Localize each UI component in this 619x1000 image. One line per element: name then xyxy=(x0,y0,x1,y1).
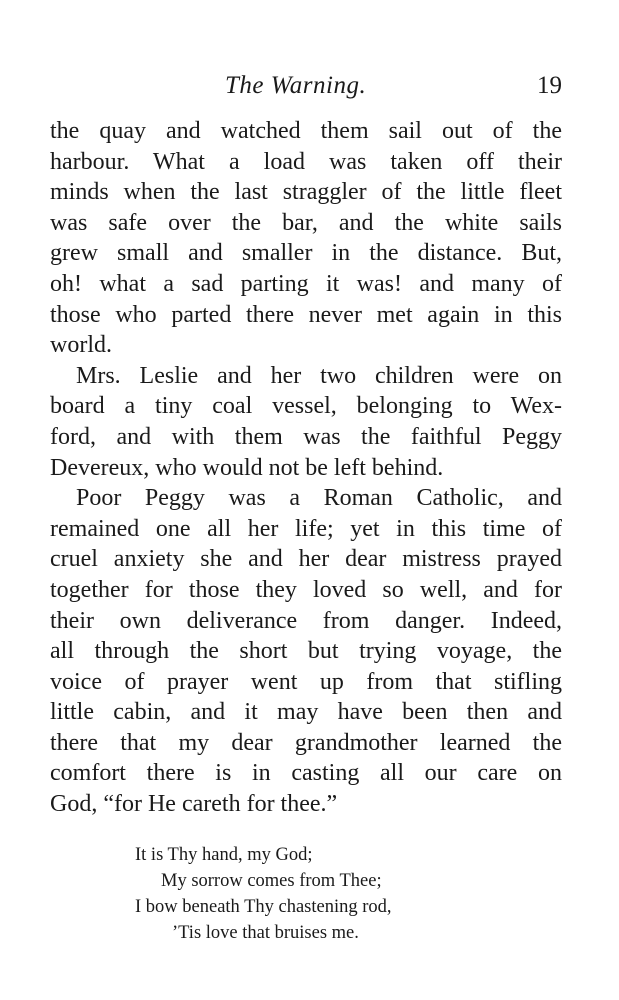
text-line: cruel anxiety she and her dear mistress prayed xyxy=(50,546,562,573)
text-line: little cabin, and it may have been then and xyxy=(50,699,562,726)
verse-line: It is Thy hand, my God; xyxy=(135,844,313,865)
page-number: 19 xyxy=(537,72,562,99)
verse-line: ’Tis love that bruises me. xyxy=(172,922,359,943)
text-line: harbour. What a load was taken off their xyxy=(50,148,562,175)
text-line: comfort there is in casting all our care on xyxy=(50,760,562,787)
text-line: remained one all her life; yet in this time of xyxy=(50,515,562,542)
text-line: all through the short but trying voyage, the xyxy=(50,638,562,665)
text-line: board a tiny coal vessel, belonging to Wex- xyxy=(50,393,562,420)
text-line: was safe over the bar, and the white sails xyxy=(50,209,562,236)
text-line: world. xyxy=(50,332,112,359)
paragraph-3 xyxy=(50,483,562,820)
text-line: God, “for He careth for thee.” xyxy=(50,791,338,818)
text-line: ford, and with them was the faithful Peggy xyxy=(50,423,562,450)
paragraph-1 xyxy=(50,116,562,361)
text-line: the quay and watched them sail out of the xyxy=(50,118,562,144)
running-title: The Warning. xyxy=(225,72,367,99)
verse-line: My sorrow comes from Thee; xyxy=(161,870,382,891)
text-line: minds when the last straggler of the little fleet xyxy=(50,179,562,206)
text-line: voice of prayer went up from that stifling xyxy=(50,668,562,695)
text-line: those who parted there never met again in this xyxy=(50,301,562,328)
text-line: Devereux, who would not be left behind. xyxy=(50,454,444,481)
text-line: there that my dear grandmother learned the xyxy=(50,729,562,756)
book-page xyxy=(50,72,562,946)
verse-stanza xyxy=(135,842,562,946)
text-line: oh! what a sad parting it was! and many of xyxy=(50,270,562,297)
text-line: Mrs. Leslie and her two children were on xyxy=(76,362,562,389)
text-line: their own deliverance from danger. Indeed, xyxy=(50,607,562,634)
paragraph-2 xyxy=(50,361,562,483)
body-text xyxy=(50,116,562,820)
running-head xyxy=(50,72,562,112)
text-line: Poor Peggy was a Roman Catholic, and xyxy=(76,485,562,512)
verse-line: I bow beneath Thy chastening rod, xyxy=(135,896,392,917)
text-line: grew small and smaller in the distance. But, xyxy=(50,240,562,267)
text-line: together for those they loved so well, and for xyxy=(50,576,562,603)
